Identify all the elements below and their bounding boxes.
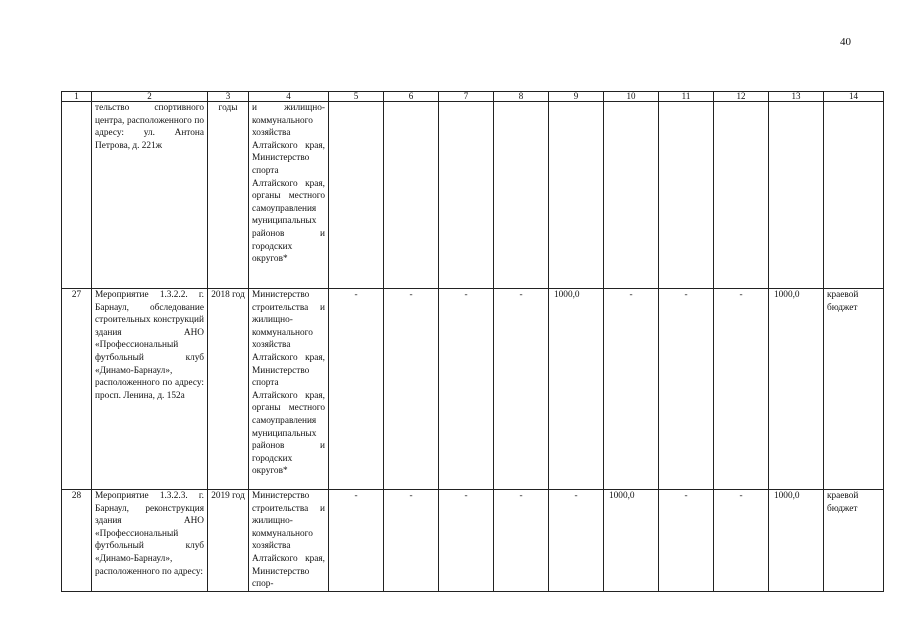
- value-cell: [494, 289, 549, 490]
- period-cell-text: 2019 год: [211, 491, 245, 501]
- source-cell-text: краевой бюджет: [827, 290, 859, 313]
- column-number-cell: 13: [769, 92, 824, 102]
- executor-cell: [249, 490, 329, 592]
- column-number-cell: 9: [549, 92, 604, 102]
- page-number: 40: [840, 36, 851, 48]
- value-cell-text: -: [574, 491, 578, 501]
- column-number-cell: 5: [329, 92, 384, 102]
- value-cell: [604, 490, 659, 592]
- measure-cell-text: тельство спортивного центра, расположенного по адресу: ул. Антона Петрова, д. 221ж: [95, 103, 204, 151]
- value-cell-text: 1000,0: [609, 491, 635, 501]
- value-cell: [604, 289, 659, 490]
- value-cell-text: -: [519, 290, 523, 300]
- column-number-cell: 6: [384, 92, 439, 102]
- table-row: [62, 289, 884, 490]
- source-cell-text: краевой бюджет: [827, 491, 859, 514]
- value-cell-text: -: [464, 290, 468, 300]
- value-cell: [494, 490, 549, 592]
- value-cell: [659, 490, 714, 592]
- executor-cell: [249, 102, 329, 289]
- value-cell: [659, 289, 714, 490]
- value-cell: [384, 490, 439, 592]
- row-number-cell: [62, 289, 92, 490]
- executor-cell-text: Министерство строительства и жилищно-коммунального хозяйства Алтайского края, Министерство спор-: [252, 491, 325, 590]
- value-cell: [329, 490, 384, 592]
- value-cell: [604, 102, 659, 289]
- value-cell-text: -: [684, 290, 688, 300]
- period-cell: [208, 289, 249, 490]
- value-cell: [329, 289, 384, 490]
- value-cell-text: -: [739, 290, 743, 300]
- column-number-cell: 2: [92, 92, 208, 102]
- column-number-cell: 8: [494, 92, 549, 102]
- column-number-cell: 11: [659, 92, 714, 102]
- measure-cell-text: Мероприятие 1.3.2.3. г. Барнаул, реконструкция здания АНО «Профессиональный футбольный клуб «Динамо-Барнаул», расположенного по адресу:: [95, 491, 204, 577]
- source-cell: [824, 102, 884, 289]
- column-number-cell: 3: [208, 92, 249, 102]
- measure-cell: [92, 289, 208, 490]
- value-cell: [549, 289, 604, 490]
- value-cell-text: -: [354, 491, 358, 501]
- value-cell: [549, 102, 604, 289]
- budget-table: [61, 91, 884, 592]
- value-cell: [714, 490, 769, 592]
- value-cell-text: -: [409, 491, 413, 501]
- value-cell: [439, 289, 494, 490]
- value-cell-text: -: [684, 491, 688, 501]
- source-cell: [824, 289, 884, 490]
- column-number-cell: 12: [714, 92, 769, 102]
- column-number-cell: 14: [824, 92, 884, 102]
- value-cell: [769, 289, 824, 490]
- measure-cell: [92, 490, 208, 592]
- period-cell-text: 2018 год: [211, 290, 245, 300]
- value-cell: [769, 102, 824, 289]
- value-cell: [549, 490, 604, 592]
- value-cell: [384, 289, 439, 490]
- value-cell: [439, 490, 494, 592]
- table-row: [62, 490, 884, 592]
- value-cell: [714, 102, 769, 289]
- column-number-cell: 4: [249, 92, 329, 102]
- value-cell-text: 1000,0: [554, 290, 580, 300]
- value-cell-text: -: [629, 290, 633, 300]
- row-number-cell: [62, 102, 92, 289]
- value-cell-text: -: [409, 290, 413, 300]
- column-number-cell: 7: [439, 92, 494, 102]
- value-cell-text: 1000,0: [774, 491, 800, 501]
- value-cell-text: -: [354, 290, 358, 300]
- column-number-cell: 10: [604, 92, 659, 102]
- measure-cell: [92, 102, 208, 289]
- column-number-row: [62, 92, 884, 102]
- value-cell-text: -: [739, 491, 743, 501]
- measure-cell-text: Мероприятие 1.3.2.2. г. Барнаул, обследование строительных конструкций здания АНО «Профессиональный футбольный клуб «Динамо-Барнаул», расположенного по адресу: просп. Ленина, д. 152а: [95, 290, 204, 401]
- value-cell: [329, 102, 384, 289]
- value-cell: [659, 102, 714, 289]
- column-number-cell: 1: [62, 92, 92, 102]
- value-cell-text: -: [519, 491, 523, 501]
- value-cell: [384, 102, 439, 289]
- value-cell-text: -: [464, 491, 468, 501]
- value-cell: [714, 289, 769, 490]
- executor-cell: [249, 289, 329, 490]
- period-cell: [208, 102, 249, 289]
- row-number-cell: [62, 490, 92, 592]
- row-number-cell-text: 27: [71, 290, 82, 300]
- executor-cell-text: и жилищно-коммунального хозяйства Алтайского края, Министерство спорта Алтайского края, органы местного самоуправления муниципальных районов и городских округов*: [252, 103, 325, 265]
- value-cell-text: 1000,0: [774, 290, 800, 300]
- row-number-cell-text: 28: [71, 491, 82, 501]
- table-row: [62, 102, 884, 289]
- value-cell: [769, 490, 824, 592]
- value-cell: [494, 102, 549, 289]
- executor-cell-text: Министерство строительства и жилищно-коммунального хозяйства Алтайского края, Министерство спорта Алтайского края, органы местного самоуправления муниципальных районов и городских округов*: [252, 290, 325, 477]
- source-cell: [824, 490, 884, 592]
- period-cell-text: годы: [218, 103, 238, 113]
- period-cell: [208, 490, 249, 592]
- value-cell: [439, 102, 494, 289]
